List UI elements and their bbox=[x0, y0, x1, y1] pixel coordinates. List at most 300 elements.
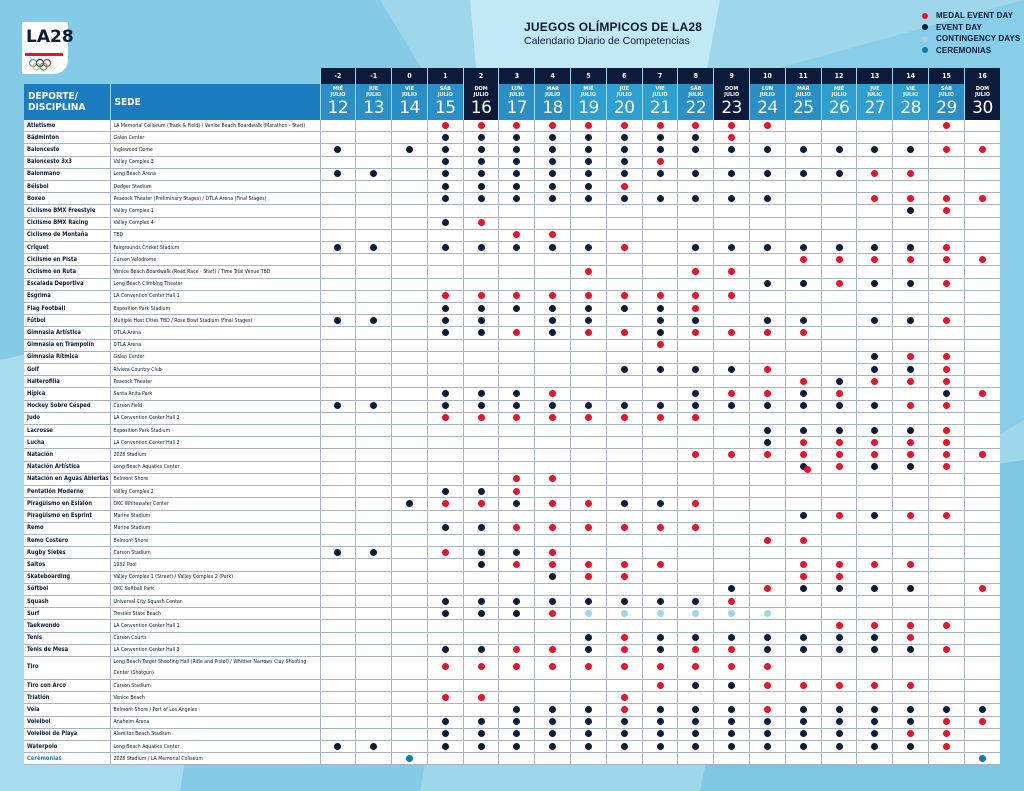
medal-event-dot-icon bbox=[943, 718, 950, 725]
day-cell bbox=[606, 498, 642, 510]
event-dot-icon bbox=[370, 402, 377, 409]
day-cell bbox=[678, 254, 714, 266]
medal-event-dot-icon bbox=[943, 195, 950, 202]
day-cell bbox=[964, 704, 1000, 716]
day-cell bbox=[929, 595, 965, 607]
day-cell bbox=[571, 656, 607, 679]
sport-name: Béisbol bbox=[24, 181, 110, 193]
day-cell bbox=[785, 181, 821, 193]
day-header bbox=[606, 84, 642, 120]
day-cell bbox=[857, 473, 893, 485]
medal-event-dot-icon bbox=[549, 231, 556, 238]
day-cell bbox=[750, 437, 786, 449]
day-cell bbox=[320, 303, 356, 315]
medal-event-dot-icon bbox=[478, 694, 485, 701]
event-dot-icon bbox=[478, 646, 485, 653]
medal-event-dot-icon bbox=[728, 329, 735, 336]
event-dot-icon bbox=[585, 170, 592, 177]
event-dot-icon bbox=[907, 366, 914, 373]
day-cell bbox=[463, 290, 499, 302]
day-cell bbox=[642, 583, 678, 595]
day-cell bbox=[320, 716, 356, 728]
day-cell bbox=[678, 120, 714, 132]
medal-event-dot-icon bbox=[764, 390, 771, 397]
event-dot-icon bbox=[728, 170, 735, 177]
day-cell bbox=[857, 181, 893, 193]
day-cell bbox=[535, 254, 571, 266]
day-cell bbox=[785, 644, 821, 656]
day-cell bbox=[714, 656, 750, 679]
table-row bbox=[24, 144, 1000, 156]
event-dot-icon bbox=[478, 524, 485, 531]
table-row bbox=[24, 376, 1000, 388]
day-cell bbox=[427, 193, 463, 205]
day-cell bbox=[356, 728, 392, 740]
day-number: 7 bbox=[642, 68, 678, 84]
day-cell bbox=[642, 608, 678, 620]
event-dot-icon bbox=[764, 280, 771, 287]
event-dot-icon bbox=[764, 146, 771, 153]
medal-event-dot-icon bbox=[871, 451, 878, 458]
day-cell bbox=[964, 740, 1000, 752]
day-cell bbox=[750, 461, 786, 473]
medal-event-dot-icon bbox=[836, 573, 843, 580]
event-dot-icon bbox=[585, 598, 592, 605]
event-dot-icon bbox=[442, 402, 449, 409]
event-dot-icon bbox=[657, 646, 664, 653]
day-cell bbox=[678, 461, 714, 473]
sport-name: Boxeo bbox=[24, 193, 110, 205]
day-cell bbox=[571, 388, 607, 400]
day-cell bbox=[356, 351, 392, 363]
day-cell bbox=[642, 449, 678, 461]
day-cell bbox=[642, 656, 678, 679]
day-cell bbox=[427, 656, 463, 679]
day-cell bbox=[320, 461, 356, 473]
day-cell bbox=[535, 656, 571, 679]
day-cell bbox=[356, 522, 392, 534]
day-cell bbox=[929, 303, 965, 315]
day-cell bbox=[714, 728, 750, 740]
event-dot-icon bbox=[764, 730, 771, 737]
event-dot-icon bbox=[728, 146, 735, 153]
day-cell bbox=[427, 522, 463, 534]
day-cell bbox=[427, 254, 463, 266]
day-cell bbox=[893, 547, 929, 559]
day-cell bbox=[427, 753, 463, 765]
date-number: 21 bbox=[649, 98, 671, 118]
venue-name: LA Convention Center Hall 1 bbox=[110, 620, 320, 632]
event-dot-icon bbox=[478, 718, 485, 725]
event-dot-icon bbox=[728, 244, 735, 251]
table-row bbox=[24, 547, 1000, 559]
day-cell bbox=[571, 571, 607, 583]
medal-event-dot-icon bbox=[943, 730, 950, 737]
day-cell bbox=[821, 266, 857, 278]
day-cell bbox=[821, 644, 857, 656]
day-cell bbox=[893, 486, 929, 498]
table-row bbox=[24, 486, 1000, 498]
day-cell bbox=[571, 132, 607, 144]
event-dot-icon bbox=[442, 305, 449, 312]
day-cell bbox=[750, 242, 786, 254]
day-cell bbox=[535, 242, 571, 254]
medal-event-dot-icon bbox=[764, 663, 771, 670]
medal-event-dot-icon bbox=[943, 146, 950, 153]
la28-logo bbox=[22, 22, 74, 74]
day-cell bbox=[750, 278, 786, 290]
day-cell bbox=[535, 168, 571, 180]
day-cell bbox=[785, 571, 821, 583]
day-cell bbox=[785, 339, 821, 351]
medal-event-dot-icon bbox=[692, 524, 699, 531]
sport-name: Flag Football bbox=[24, 303, 110, 315]
event-dot-icon bbox=[478, 195, 485, 202]
day-cell bbox=[606, 728, 642, 740]
day-cell bbox=[320, 327, 356, 339]
table-row bbox=[24, 656, 1000, 679]
day-cell bbox=[499, 303, 535, 315]
day-cell bbox=[427, 486, 463, 498]
day-cell bbox=[320, 559, 356, 571]
day-cell bbox=[392, 583, 428, 595]
day-cell bbox=[427, 388, 463, 400]
day-cell bbox=[320, 388, 356, 400]
day-cell bbox=[571, 144, 607, 156]
day-cell bbox=[750, 400, 786, 412]
day-cell bbox=[535, 339, 571, 351]
weekday: DOM bbox=[725, 86, 739, 92]
day-cell bbox=[857, 534, 893, 546]
day-cell bbox=[356, 205, 392, 217]
venue-name: Peacock Theater bbox=[110, 376, 320, 388]
legend-label: EVENT DAY bbox=[936, 22, 982, 32]
month: JULIO bbox=[401, 92, 418, 98]
day-cell bbox=[606, 364, 642, 376]
table-row bbox=[24, 498, 1000, 510]
month: JULIO bbox=[509, 92, 525, 98]
day-cell bbox=[714, 595, 750, 607]
venue-name: Carson Courts bbox=[110, 632, 320, 644]
weekday: VIE bbox=[655, 86, 665, 92]
medal-event-dot-icon bbox=[943, 366, 950, 373]
weekday: MIÉ bbox=[833, 86, 845, 92]
day-cell bbox=[678, 740, 714, 752]
day-cell bbox=[427, 400, 463, 412]
medal-marker-extra bbox=[804, 466, 811, 473]
day-cell bbox=[642, 120, 678, 132]
day-number: 12 bbox=[821, 68, 857, 84]
day-cell bbox=[964, 486, 1000, 498]
day-cell bbox=[785, 278, 821, 290]
day-cell bbox=[714, 217, 750, 229]
day-cell bbox=[964, 217, 1000, 229]
day-cell bbox=[893, 144, 929, 156]
day-cell bbox=[642, 704, 678, 716]
day-cell bbox=[857, 242, 893, 254]
day-cell bbox=[750, 571, 786, 583]
day-cell bbox=[356, 181, 392, 193]
day-cell bbox=[785, 412, 821, 424]
day-cell bbox=[857, 278, 893, 290]
event-dot-icon bbox=[513, 195, 520, 202]
medal-event-dot-icon bbox=[728, 268, 735, 275]
medal-event-dot-icon bbox=[478, 292, 485, 299]
day-cell bbox=[392, 303, 428, 315]
day-cell bbox=[785, 388, 821, 400]
day-cell bbox=[857, 571, 893, 583]
day-cell bbox=[642, 632, 678, 644]
day-cell bbox=[499, 217, 535, 229]
day-cell bbox=[499, 692, 535, 704]
sport-name: Saltos bbox=[24, 559, 110, 571]
day-cell bbox=[571, 437, 607, 449]
day-cell bbox=[893, 339, 929, 351]
event-dot-icon bbox=[907, 280, 914, 287]
day-cell bbox=[606, 425, 642, 437]
day-cell bbox=[642, 217, 678, 229]
day-cell bbox=[929, 327, 965, 339]
day-cell bbox=[535, 266, 571, 278]
event-dot-icon bbox=[979, 706, 986, 713]
event-dot-icon bbox=[692, 730, 699, 737]
day-cell bbox=[356, 437, 392, 449]
day-cell bbox=[499, 425, 535, 437]
day-cell bbox=[750, 315, 786, 327]
day-cell bbox=[785, 327, 821, 339]
medal-event-dot-icon bbox=[871, 256, 878, 263]
day-cell bbox=[571, 644, 607, 656]
medal-event-dot-icon bbox=[979, 195, 986, 202]
day-cell bbox=[642, 716, 678, 728]
medal-event-dot-icon bbox=[836, 280, 843, 287]
day-cell bbox=[535, 193, 571, 205]
day-cell bbox=[392, 351, 428, 363]
day-cell bbox=[606, 449, 642, 461]
day-cell bbox=[750, 229, 786, 241]
sport-name: Sóftbol bbox=[24, 583, 110, 595]
day-cell bbox=[356, 327, 392, 339]
day-cell bbox=[750, 364, 786, 376]
day-cell bbox=[857, 217, 893, 229]
day-cell bbox=[463, 534, 499, 546]
day-cell bbox=[821, 559, 857, 571]
event-dot-icon bbox=[657, 195, 664, 202]
sport-name: Tenis bbox=[24, 632, 110, 644]
day-cell bbox=[356, 315, 392, 327]
medal-event-dot-icon bbox=[800, 378, 807, 385]
event-dot-icon bbox=[585, 402, 592, 409]
day-cell bbox=[427, 290, 463, 302]
day-cell bbox=[678, 400, 714, 412]
venue-name: Peacock Theater (Preliminary Stages) / DTLA Arena (Final Stages) bbox=[110, 193, 320, 205]
day-cell bbox=[857, 595, 893, 607]
table-row bbox=[24, 522, 1000, 534]
table-row bbox=[24, 437, 1000, 449]
day-cell bbox=[499, 327, 535, 339]
day-cell bbox=[535, 290, 571, 302]
legend-label: CEREMONIAS bbox=[936, 45, 992, 55]
day-cell bbox=[821, 339, 857, 351]
day-cell bbox=[964, 608, 1000, 620]
day-cell bbox=[463, 278, 499, 290]
day-cell bbox=[356, 193, 392, 205]
event-dot-icon bbox=[836, 402, 843, 409]
day-cell bbox=[320, 193, 356, 205]
day-cell bbox=[714, 704, 750, 716]
event-dot-icon bbox=[657, 146, 664, 153]
day-cell bbox=[929, 120, 965, 132]
day-cell bbox=[714, 254, 750, 266]
sport-name: Fútbol bbox=[24, 315, 110, 327]
day-cell bbox=[535, 217, 571, 229]
day-cell bbox=[821, 254, 857, 266]
day-cell bbox=[964, 716, 1000, 728]
day-cell bbox=[964, 425, 1000, 437]
day-cell bbox=[535, 425, 571, 437]
event-dot-icon bbox=[657, 634, 664, 641]
day-cell bbox=[857, 388, 893, 400]
day-cell bbox=[893, 205, 929, 217]
medal-event-dot-icon bbox=[871, 561, 878, 568]
day-cell bbox=[356, 583, 392, 595]
day-cell bbox=[821, 571, 857, 583]
event-dot-icon bbox=[871, 244, 878, 251]
table-row bbox=[24, 449, 1000, 461]
day-cell bbox=[535, 595, 571, 607]
day-cell bbox=[320, 620, 356, 632]
day-cell bbox=[642, 303, 678, 315]
day-cell bbox=[678, 473, 714, 485]
medal-event-dot-icon bbox=[478, 414, 485, 421]
medal-event-dot-icon bbox=[728, 134, 735, 141]
day-cell bbox=[392, 595, 428, 607]
day-cell bbox=[714, 510, 750, 522]
day-cell bbox=[571, 740, 607, 752]
medal-event-dot-icon bbox=[907, 561, 914, 568]
date-row bbox=[24, 84, 1000, 120]
day-cell bbox=[714, 473, 750, 485]
table-row bbox=[24, 254, 1000, 266]
medal-event-dot-icon bbox=[621, 706, 628, 713]
day-cell bbox=[857, 740, 893, 752]
day-cell bbox=[821, 608, 857, 620]
day-cell bbox=[463, 327, 499, 339]
event-dot-icon bbox=[907, 244, 914, 251]
sport-name: Baloncesto 3x3 bbox=[24, 156, 110, 168]
day-cell bbox=[821, 704, 857, 716]
day-cell bbox=[463, 522, 499, 534]
event-dot-icon bbox=[621, 743, 628, 750]
day-cell bbox=[785, 303, 821, 315]
medal-event-dot-icon bbox=[764, 122, 771, 129]
day-cell bbox=[750, 290, 786, 302]
day-cell bbox=[893, 315, 929, 327]
day-cell bbox=[821, 327, 857, 339]
medal-event-dot-icon bbox=[943, 256, 950, 263]
event-dot-icon bbox=[334, 317, 341, 324]
table-row bbox=[24, 692, 1000, 704]
day-cell bbox=[678, 692, 714, 704]
day-cell bbox=[463, 644, 499, 656]
day-cell bbox=[750, 583, 786, 595]
day-cell bbox=[785, 522, 821, 534]
day-cell bbox=[893, 522, 929, 534]
day-cell bbox=[714, 351, 750, 363]
day-cell bbox=[714, 425, 750, 437]
day-cell bbox=[499, 510, 535, 522]
day-cell bbox=[857, 205, 893, 217]
day-cell bbox=[356, 753, 392, 765]
day-cell bbox=[678, 144, 714, 156]
day-cell bbox=[964, 364, 1000, 376]
day-cell bbox=[714, 534, 750, 546]
medal-event-dot-icon bbox=[585, 500, 592, 507]
day-cell bbox=[606, 704, 642, 716]
medal-event-dot-icon bbox=[728, 451, 735, 458]
day-cell bbox=[392, 534, 428, 546]
day-cell bbox=[499, 740, 535, 752]
medal-event-dot-icon bbox=[585, 292, 592, 299]
day-number: 2 bbox=[463, 68, 499, 84]
day-cell bbox=[857, 486, 893, 498]
day-number: 13 bbox=[857, 68, 893, 84]
sport-name: Ciclismo de Montaña bbox=[24, 229, 110, 241]
day-cell bbox=[499, 461, 535, 473]
event-dot-icon bbox=[836, 244, 843, 251]
sport-name: Gimnasia Rítmica bbox=[24, 351, 110, 363]
day-cell bbox=[499, 608, 535, 620]
day-cell bbox=[320, 522, 356, 534]
day-cell bbox=[929, 449, 965, 461]
day-cell bbox=[642, 254, 678, 266]
day-cell bbox=[535, 229, 571, 241]
day-cell bbox=[678, 205, 714, 217]
legend-dot-icon bbox=[922, 36, 928, 42]
day-cell bbox=[857, 254, 893, 266]
day-cell bbox=[356, 704, 392, 716]
event-dot-icon bbox=[800, 706, 807, 713]
medal-event-dot-icon bbox=[728, 663, 735, 670]
day-cell bbox=[893, 473, 929, 485]
venue-name: Carson Stadium bbox=[110, 679, 320, 691]
day-cell bbox=[427, 168, 463, 180]
sport-name: Voleibol bbox=[24, 716, 110, 728]
event-dot-icon bbox=[621, 134, 628, 141]
day-cell bbox=[499, 339, 535, 351]
medal-event-dot-icon bbox=[513, 231, 520, 238]
day-cell bbox=[785, 740, 821, 752]
event-dot-icon bbox=[442, 170, 449, 177]
day-cell bbox=[750, 510, 786, 522]
day-cell bbox=[929, 620, 965, 632]
medal-event-dot-icon bbox=[800, 682, 807, 689]
day-cell bbox=[642, 181, 678, 193]
day-cell bbox=[929, 290, 965, 302]
event-dot-icon bbox=[478, 488, 485, 495]
event-dot-icon bbox=[800, 317, 807, 324]
day-cell bbox=[571, 254, 607, 266]
day-cell bbox=[356, 559, 392, 571]
day-cell bbox=[964, 449, 1000, 461]
event-dot-icon bbox=[442, 390, 449, 397]
day-cell bbox=[893, 498, 929, 510]
event-dot-icon bbox=[585, 718, 592, 725]
day-cell bbox=[499, 656, 535, 679]
sport-name: Taekwondo bbox=[24, 620, 110, 632]
day-cell bbox=[964, 498, 1000, 510]
weekday: JUE bbox=[870, 86, 880, 92]
